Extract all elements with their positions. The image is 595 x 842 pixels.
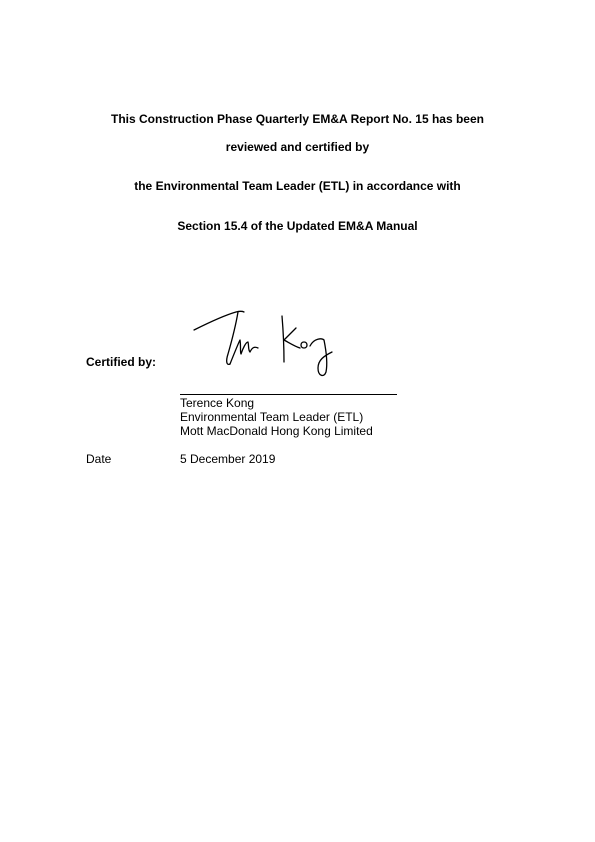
signer-organization: Mott MacDonald Hong Kong Limited (180, 424, 373, 438)
signer-name: Terence Kong (180, 396, 255, 410)
date-value: 5 December 2019 (180, 452, 276, 466)
date-label: Date (86, 452, 112, 466)
handwritten-signature-icon (192, 306, 342, 380)
statement-line-1: This Construction Phase Quarterly EM&A Report No. 15 has been (111, 112, 484, 126)
signature-line (180, 394, 397, 395)
statement-line-4: Section 15.4 of the Updated EM&A Manual (177, 219, 418, 233)
certified-by-label: Certified by: (86, 355, 157, 369)
statement-line-3: the Environmental Team Leader (ETL) in accordance with (134, 179, 461, 193)
statement-line-2: reviewed and certified by (225, 140, 370, 154)
signer-title: Environmental Team Leader (ETL) (180, 410, 364, 424)
